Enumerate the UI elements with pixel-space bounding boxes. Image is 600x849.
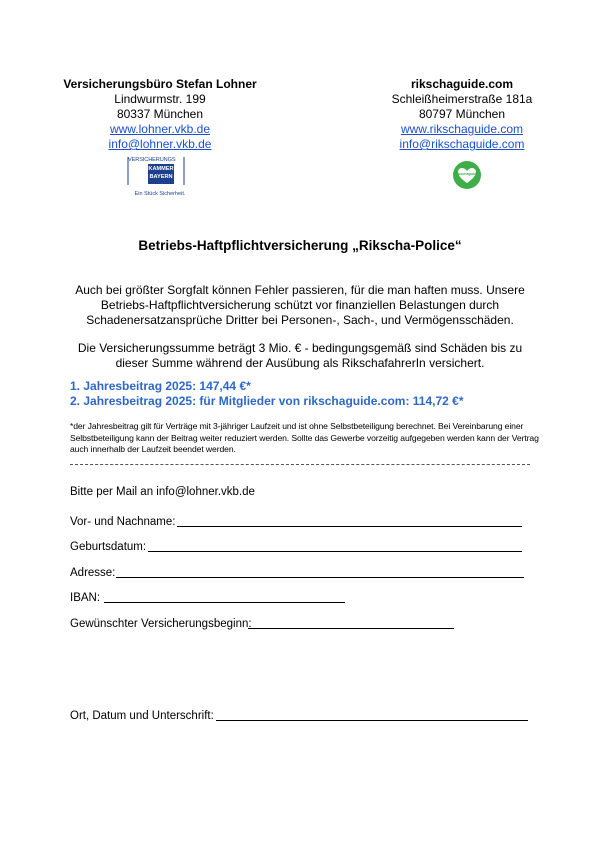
- broker-city: 80337 München: [116, 107, 204, 121]
- address-field[interactable]: [116, 577, 524, 578]
- signature-label: Ort, Datum und Unterschrift:: [70, 710, 214, 722]
- footnote: *der Jahresbeitrag gilt für Verträge mit 3-jähriger Laufzeit und ist ohne Selbstbeteiligung berechnet. Bei Vereinbarung einer Selbstbeteiligung kann der Beitrag weiter reduziert werden. Sollte das Gewerbe vorzeitig aufgegeben werden kann der Vertrag auch innerhalb der Laufzeit beendet werden.: [70, 421, 539, 454]
- broker-web-link[interactable]: www.lohner.vkb.de: [109, 122, 211, 136]
- partner-name: rikschaguide.com: [410, 77, 514, 91]
- partner-address-block: [357, 77, 567, 152]
- iban-field[interactable]: [104, 602, 345, 603]
- vkb-logo-line2: KAMMER: [148, 166, 174, 172]
- vkb-logo: [124, 155, 196, 199]
- intro-paragraph: Auch bei größter Sorgfalt können Fehler passieren, für die man haften muss. Unsere Betriebs-Haftpflichtversicherung schützt vor finanziellen Belastungen durch Schadenersatzansprüche Dritter bei Personen-, Sach-, und Vermögensschäden.: [75, 283, 525, 327]
- partner-street: Schleißheimerstraße 181a: [391, 92, 533, 106]
- address-label: Adresse:: [70, 567, 116, 579]
- iban-label: IBAN:: [70, 592, 101, 604]
- partner-web-link[interactable]: www.rikschaguide.com: [400, 122, 524, 136]
- dob-field[interactable]: [148, 551, 522, 552]
- rikschaguide-logo-text: rikschaguide: [455, 172, 479, 176]
- sum-paragraph: Die Versicherungssumme beträgt 3 Mio. € - bedingungsgemäß sind Schäden bis zu dieser Summe während der Ausübung als RikschafahrerIn versichert.: [77, 341, 523, 370]
- dashed-separator: [70, 464, 530, 465]
- broker-email-link[interactable]: info@lohner.vkb.de: [108, 137, 212, 151]
- rikschaguide-logo: [452, 160, 482, 190]
- broker-name: Versicherungsbüro Stefan Lohner: [63, 77, 257, 91]
- start-date-field[interactable]: [248, 628, 454, 629]
- page-title: Betriebs-Haftpflichtversicherung „Rikscha-Police“: [138, 238, 462, 253]
- vkb-logo-tagline: Ein Stück Sicherheit.: [134, 191, 186, 197]
- name-field[interactable]: [177, 526, 522, 527]
- signature-field[interactable]: [216, 720, 528, 721]
- form-instruction: Bitte per Mail an info@lohner.vkb.de: [70, 486, 255, 498]
- price-line-2: 2. Jahresbeitrag 2025: für Mitglieder von rikschaguide.com: 114,72 €*: [70, 394, 464, 408]
- broker-street: Lindwurmstr. 199: [114, 92, 206, 106]
- partner-email-link[interactable]: info@rikschaguide.com: [399, 137, 525, 151]
- vkb-logo-line1: VERSICHERUNGS: [128, 157, 176, 163]
- broker-address-block: [45, 77, 275, 152]
- vkb-logo-line3: BAYERN: [149, 174, 173, 180]
- name-label: Vor- und Nachname:: [70, 516, 176, 528]
- start-date-label: Gewünschter Versicherungsbeginn:: [70, 618, 252, 630]
- partner-city: 80797 München: [418, 107, 506, 121]
- dob-label: Geburtsdatum:: [70, 541, 147, 553]
- price-line-1: 1. Jahresbeitrag 2025: 147,44 €*: [70, 379, 251, 393]
